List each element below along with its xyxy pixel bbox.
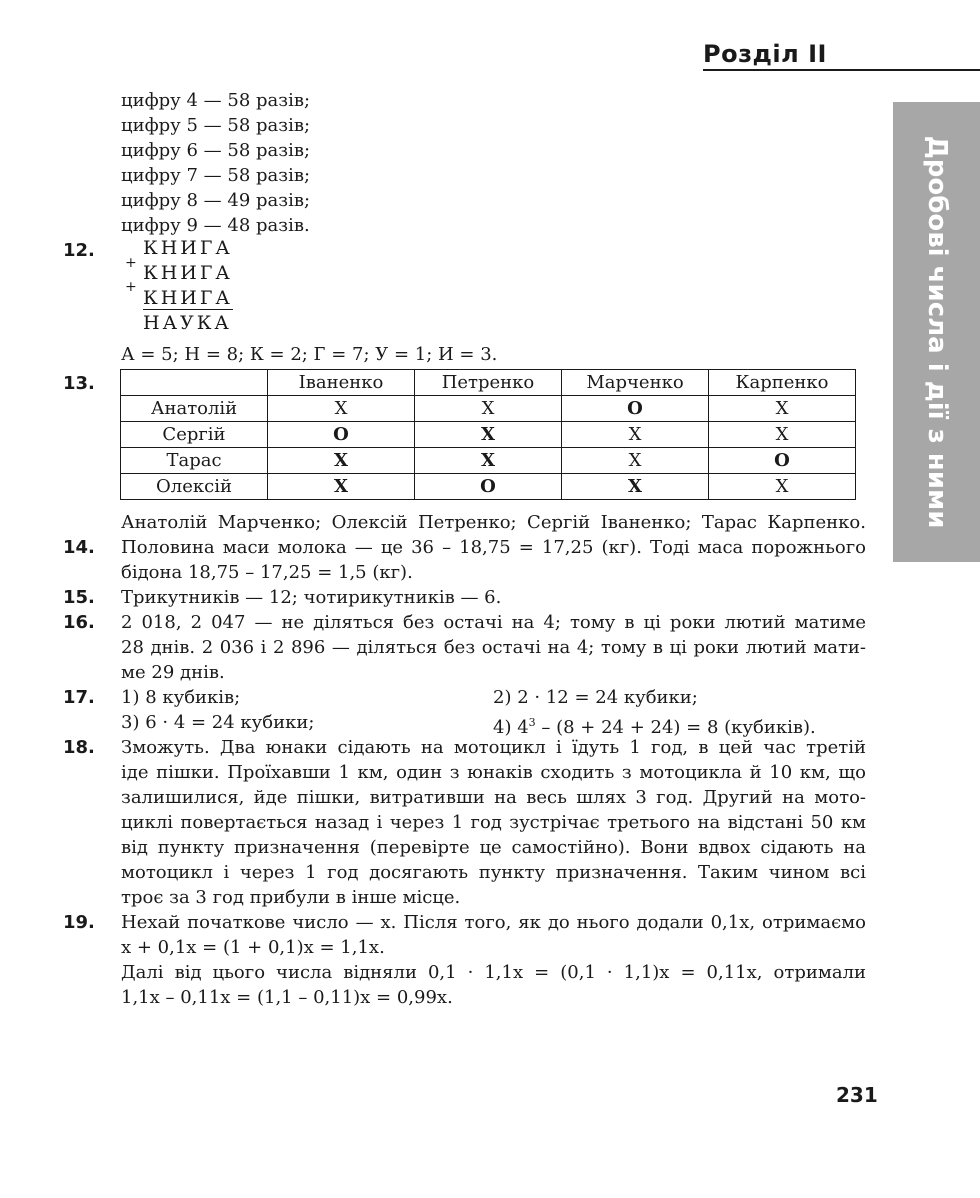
paragraph-line: троє за 3 год прибули в інше місце. <box>121 887 461 908</box>
page-number: 231 <box>836 1083 878 1107</box>
table-cell: O <box>268 422 415 448</box>
problem-number-19: 19. <box>63 912 95 933</box>
paragraph-line: Трикутників — 12; чотирикутників — 6. <box>121 587 502 608</box>
table-cell: X <box>415 448 562 474</box>
paragraph-line: 2 018, 2 047 — не діляться без остачі на 4; тому в ці роки лютий матиме <box>121 612 866 633</box>
digit-line: цифру 6 — 58 разів; <box>121 140 311 161</box>
table-cell: O <box>415 474 562 500</box>
table-header-cell: Петренко <box>415 370 562 396</box>
cryptarithm-answer: А = 5; Н = 8; К = 2; Г = 7; У = 1; И = 3. <box>121 344 498 365</box>
digit-line: цифру 9 — 48 разів. <box>121 215 310 236</box>
paragraph-line: 28 днів. 2 036 і 2 896 — діляться без остачі на 4; тому в ці роки лютий мати- <box>121 637 866 658</box>
problem-number-16: 16. <box>63 612 95 633</box>
chapter-side-tab-label: Дробові числа і дії з ними <box>921 135 952 529</box>
answer-item: 2) 2 · 12 = 24 кубики; <box>493 687 698 708</box>
digit-line: цифру 5 — 58 разів; <box>121 115 311 136</box>
table-cell: X <box>415 422 562 448</box>
table-cell: X <box>562 422 709 448</box>
row-name: Тарас <box>121 448 268 474</box>
table-row <box>121 474 856 500</box>
answer-item-text: 4) 4 <box>493 717 529 738</box>
table-cell: O <box>709 448 856 474</box>
table-header-cell: Карпенко <box>709 370 856 396</box>
table-row <box>121 422 856 448</box>
problem-number-17: 17. <box>63 687 95 708</box>
paragraph-line: мотоцикл і через 1 год досягають пункту призначення. Таким чином всі <box>121 862 866 883</box>
table-cell: X <box>268 448 415 474</box>
table-cell: X <box>268 396 415 422</box>
cryptarithm-word: КНИГА <box>143 262 233 284</box>
paragraph-line: x + 0,1x = (1 + 0,1)x = 1,1x. <box>121 937 385 958</box>
answer-item: 1) 8 кубиків; <box>121 687 241 708</box>
table-answer: Анатолій Марченко; Олексій Петренко; Сергій Іваненко; Тарас Карпенко. <box>121 512 866 533</box>
table-cell: X <box>709 422 856 448</box>
table-cell: X <box>562 474 709 500</box>
table-header-cell: Марченко <box>562 370 709 396</box>
cryptarithm-word-underlined: КНИГА <box>143 287 233 309</box>
paragraph-line: циклі повертається назад і через 1 год зустрічає третього на відстані 50 км <box>121 812 866 833</box>
table-header-cell <box>121 370 268 396</box>
answer-item: 3) 6 · 4 = 24 кубики; <box>121 712 315 733</box>
paragraph-line: Нехай початкове число — x. Після того, як до нього додали 0,1x, отримаємо <box>121 912 866 933</box>
row-name: Анатолій <box>121 396 268 422</box>
paragraph-line: ме 29 днів. <box>121 662 225 683</box>
paragraph-line: Половина маси молока — це 36 – 18,75 = 17,25 (кг). Тоді маса порожнього <box>121 537 866 558</box>
answer-item-text: – (8 + 24 + 24) = 8 (кубиків). <box>535 717 816 738</box>
exponent: 3 <box>528 716 536 729</box>
table-row <box>121 396 856 422</box>
table-row <box>121 448 856 474</box>
problem-number-13: 13. <box>63 373 95 394</box>
paragraph-line: залишилися, йде пішки, витративши на весь шлях 3 год. Другий на мото- <box>121 787 866 808</box>
paragraph-line: від пункту призначення (перевірте це самостійно). Вони вдвох сідають на <box>121 837 866 858</box>
paragraph-line: Зможуть. Два юнаки сідають на мотоцикл і їдуть 1 год, в цей час третій <box>121 737 866 758</box>
problem-number-18: 18. <box>63 737 95 758</box>
digit-line: цифру 8 — 49 разів; <box>121 190 311 211</box>
logic-table <box>120 369 856 500</box>
digit-line: цифру 4 — 58 разів; <box>121 90 311 111</box>
table-cell: X <box>562 448 709 474</box>
row-name: Олексій <box>121 474 268 500</box>
chapter-side-tab <box>893 102 980 562</box>
paragraph-line: іде пішки. Проїхавши 1 км, один з юнаків сходить з мотоцикла й 10 км, що <box>121 762 866 783</box>
paragraph-line: бідона 18,75 – 17,25 = 1,5 (кг). <box>121 562 413 583</box>
plus-sign: + <box>125 255 137 271</box>
table-cell: X <box>415 396 562 422</box>
table-cell: X <box>709 396 856 422</box>
table-header-row <box>121 370 856 396</box>
plus-sign: + <box>125 279 137 295</box>
cryptarithm-word: КНИГА <box>143 237 233 259</box>
section-title: Розділ II <box>703 40 827 68</box>
cryptarithm-word <box>143 286 233 311</box>
table-cell: X <box>268 474 415 500</box>
table-cell: X <box>709 474 856 500</box>
row-name: Сергій <box>121 422 268 448</box>
paragraph-line: Далі від цього числа відняли 0,1 · 1,1x = (0,1 · 1,1)x = 0,11x, отримали <box>121 962 866 983</box>
problem-number-12: 12. <box>63 240 95 261</box>
cryptarithm-result: НАУКА <box>143 312 232 334</box>
problem-number-15: 15. <box>63 587 95 608</box>
problem-number-14: 14. <box>63 537 95 558</box>
digit-line: цифру 7 — 58 разів; <box>121 165 311 186</box>
table-cell: O <box>562 396 709 422</box>
paragraph-line: 1,1x – 0,11x = (1,1 – 0,11)x = 0,99x. <box>121 987 453 1008</box>
header-rule <box>703 69 980 71</box>
table-header-cell: Іваненко <box>268 370 415 396</box>
